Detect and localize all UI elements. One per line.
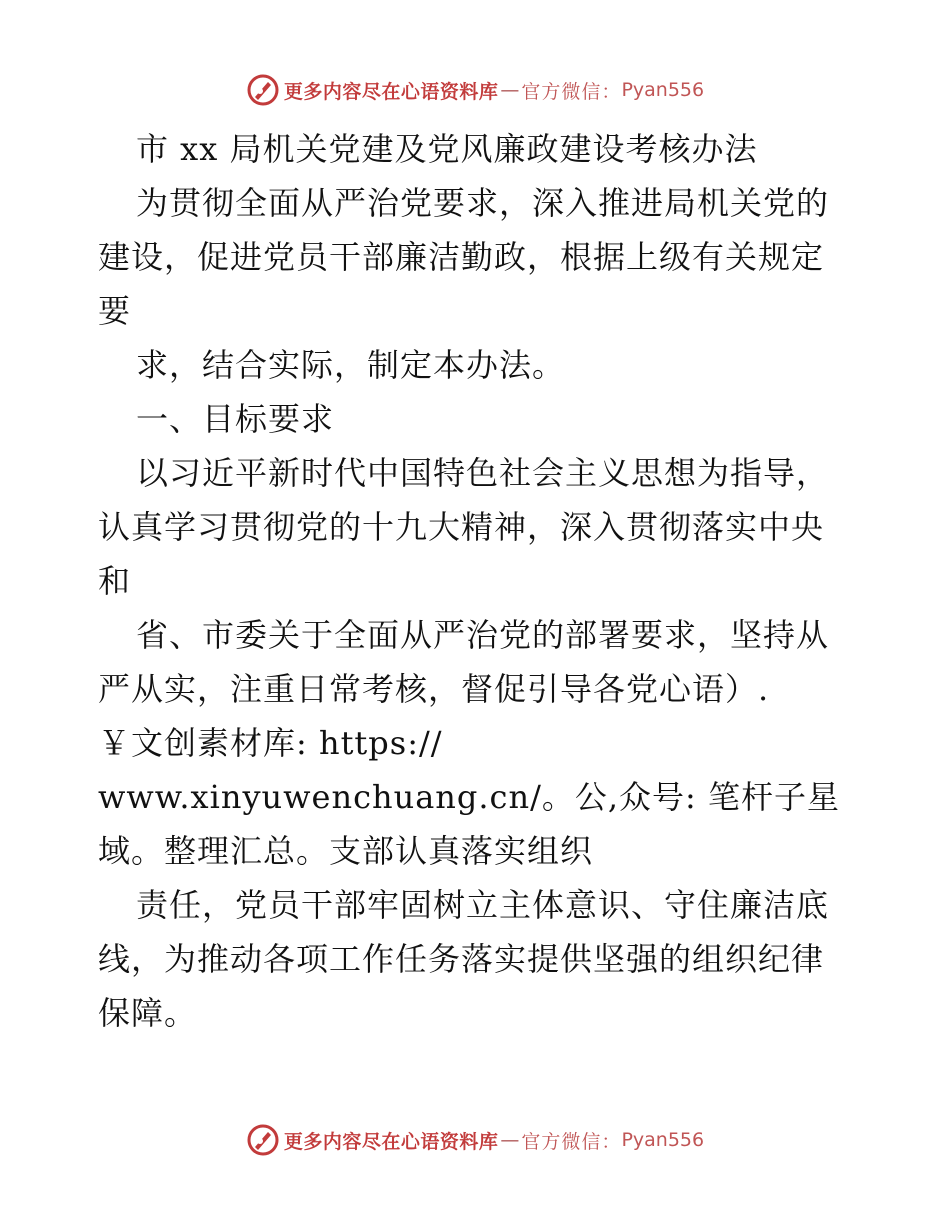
banner-main-text: 更多内容尽在心语资料库 xyxy=(283,1130,499,1153)
paragraph-line: 求，结合实际，制定本办法。 xyxy=(136,346,566,384)
paragraph-line: 保障。 xyxy=(98,994,198,1032)
paragraph-line: 省、市委关于全面从严治党的部署要求，坚持从 xyxy=(136,616,830,654)
paragraph-line: 严从实，注重日常考核，督促引导各党心语）. xyxy=(98,670,770,708)
footer-banner xyxy=(0,1120,950,1160)
paragraph-line: 线，为推动各项工作任务落实提供坚强的组织纪律 xyxy=(98,940,825,978)
banner-main-text: 更多内容尽在心语资料库 xyxy=(283,80,499,103)
pen-logo-icon xyxy=(246,1123,280,1157)
paragraph-line: ￥文创素材库: https:// xyxy=(98,724,443,762)
paragraph-line: 以习近平新时代中国特色社会主义思想为指导， xyxy=(136,454,830,492)
paragraph-line: 和 xyxy=(98,562,132,600)
section-heading: 一、目标要求 xyxy=(136,400,335,438)
paragraph-line: 认真学习贯彻党的十九大精神，深入贯彻落实中央 xyxy=(98,508,825,546)
banner-official-label: 官方微信： xyxy=(521,1130,622,1153)
paragraph-line: 建设，促进党员干部廉洁勤政，根据上级有关规定 xyxy=(98,238,825,276)
banner-dash: — xyxy=(500,79,520,101)
paragraph-line: 域。整理汇总。支部认真落实组织 xyxy=(98,832,594,870)
banner-dash: — xyxy=(500,1129,520,1151)
header-banner xyxy=(0,70,950,110)
paragraph-line: 责任，党员干部牢固树立主体意识、守住廉洁底 xyxy=(136,886,830,924)
banner-wechat-id: Pyan556 xyxy=(621,79,705,101)
banner-wechat-id: Pyan556 xyxy=(621,1129,705,1151)
paragraph-line: 为贯彻全面从严治党要求，深入推进局机关党的 xyxy=(136,184,830,222)
paragraph-line: 要 xyxy=(98,292,132,330)
pen-logo-icon xyxy=(246,73,280,107)
banner-official-label: 官方微信： xyxy=(521,80,622,103)
document-body xyxy=(98,122,858,1040)
paragraph-line: www.xinyuwenchuang.cn/。公,众号: 笔杆子星 xyxy=(98,778,840,816)
document-title: 市 xx 局机关党建及党风廉政建设考核办法 xyxy=(136,130,758,168)
